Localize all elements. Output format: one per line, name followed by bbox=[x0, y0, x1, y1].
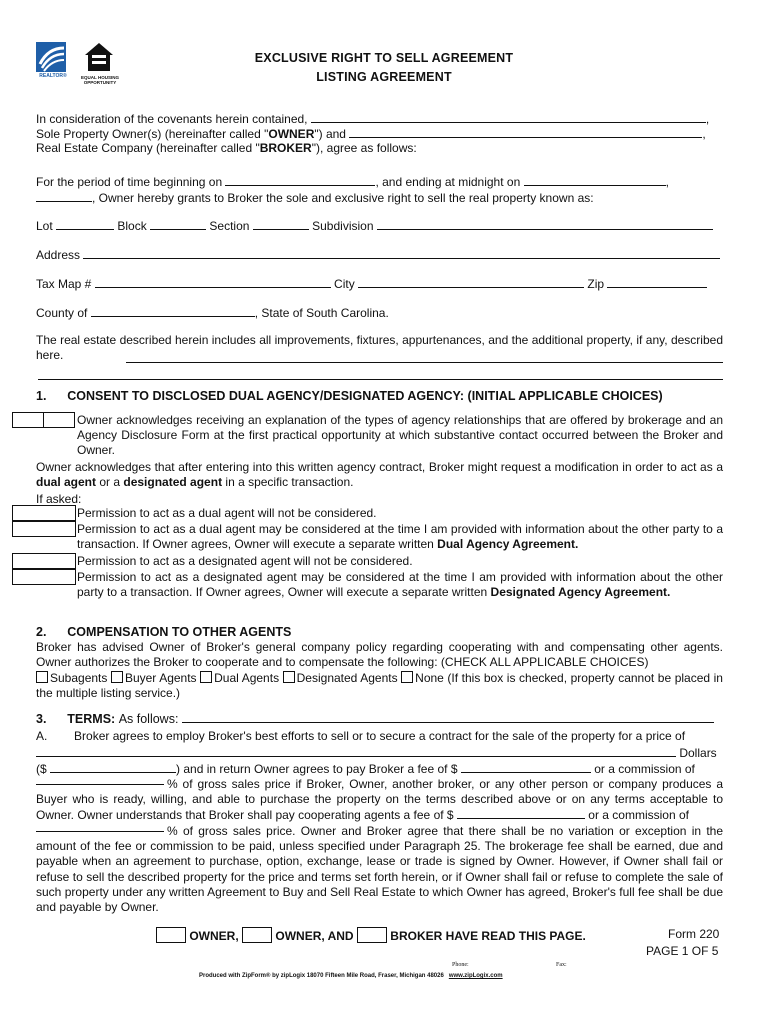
realtor-logo-text: REALTOR® bbox=[39, 73, 67, 79]
owner-initial-box-1[interactable] bbox=[12, 412, 44, 428]
dual-agents-checkbox[interactable] bbox=[200, 671, 212, 683]
terms-line-a: A. Broker agrees to employ Broker's best efforts to sell or to secure a contract for the sale of the property for a price of bbox=[36, 729, 686, 743]
intro-line-1: In consideration of the covenants herein contained, , bbox=[36, 112, 710, 126]
equal-housing-text: EQUAL HOUSING OPPORTUNITY bbox=[81, 75, 119, 85]
terms-paragraph-1: % of gross sales price if Broker, Owner, another broker, or any other person or company produces a Buyer who is ready, willing, and able to purchase the property on the terms described above or on any terms acceptable to Owner. Owner understands that Broker shall pay cooperating agents a fee of $ or a commission of bbox=[36, 777, 723, 823]
year-field[interactable] bbox=[36, 190, 92, 202]
section-1-paragraph-2: Owner acknowledges that after entering into this written agency contract, Broker might request a modification in order to act as a dual agent or a designated agent in a specific transaction. bbox=[36, 460, 723, 490]
owner-name-field[interactable] bbox=[349, 126, 702, 138]
broker-initial-box-footer[interactable] bbox=[357, 927, 387, 943]
taxmap-field[interactable] bbox=[95, 276, 331, 288]
initials-acknowledgement: OWNER, OWNER, AND BROKER HAVE READ THIS PAGE. bbox=[156, 927, 586, 943]
city-field[interactable] bbox=[358, 276, 584, 288]
subdivision-field[interactable] bbox=[377, 218, 713, 230]
price-words-field[interactable] bbox=[36, 745, 676, 757]
owner-initial-box-footer-1[interactable] bbox=[156, 927, 186, 943]
section-field[interactable] bbox=[253, 218, 309, 230]
zip-field[interactable] bbox=[607, 276, 707, 288]
section-3-heading: 3. TERMS: As follows: bbox=[36, 711, 714, 726]
option-dual: Permission to act as a dual agent may be considered at the time I am provided with information about the other party to a transaction. If Owner agrees, Owner will execute a separate written Dual Agency Agreement. bbox=[77, 522, 723, 552]
phone-label: Phone: bbox=[452, 962, 469, 968]
described-field-1[interactable] bbox=[126, 351, 723, 363]
period-line-2: , Owner hereby grants to Broker the sole and exclusive right to sell the real property known as: bbox=[36, 190, 594, 205]
address-field[interactable] bbox=[83, 247, 720, 259]
option-designated: Permission to act as a designated agent may be considered at the time I am provided with information about the other party to a transaction. If Owner agrees, Owner will execute a separate written Designated Agency Agreement. bbox=[77, 570, 723, 600]
designated-agents-checkbox[interactable] bbox=[283, 671, 295, 683]
taxmap-line: Tax Map # City Zip bbox=[36, 276, 707, 291]
option-no-dual: Permission to act as a dual agent will not be considered. bbox=[77, 506, 377, 520]
owner-initial-box-2[interactable] bbox=[43, 412, 75, 428]
page-number: PAGE 1 OF 5 bbox=[646, 944, 719, 958]
section-1-heading: 1. CONSENT TO DISCLOSED DUAL AGENCY/DESIGNATED AGENCY: (INITIAL APPLICABLE CHOICES) bbox=[36, 389, 663, 403]
ziplogix-link[interactable]: www.zipLogix.com bbox=[448, 973, 503, 979]
start-date-field[interactable] bbox=[225, 174, 375, 186]
intro-line-3: Real Estate Company (hereinafter called "BROKER"), agree as follows: bbox=[36, 141, 417, 155]
county-field[interactable] bbox=[91, 305, 255, 317]
fax-label: Fax: bbox=[556, 962, 567, 968]
price-amount-field[interactable] bbox=[50, 761, 176, 773]
price-words-line: Dollars bbox=[36, 745, 717, 760]
described-field-2[interactable] bbox=[38, 368, 723, 380]
if-asked-label: If asked: bbox=[36, 492, 82, 506]
block-field[interactable] bbox=[150, 218, 206, 230]
buyer-agents-checkbox[interactable] bbox=[111, 671, 123, 683]
coop-fee-field[interactable] bbox=[457, 807, 585, 819]
option-no-designated: Permission to act as a designated agent will not be considered. bbox=[77, 554, 413, 568]
subagents-checkbox[interactable] bbox=[36, 671, 48, 683]
initial-box-dual[interactable] bbox=[12, 521, 76, 537]
compensation-choices: Subagents Buyer Agents Dual Agents Designated Agents None (If this box is checked, property cannot be placed in the multiple listing service.) bbox=[36, 671, 723, 701]
period-line-1: For the period of time beginning on , and ending at midnight on , bbox=[36, 175, 669, 189]
fee-amount-field[interactable] bbox=[461, 761, 591, 773]
section-2-heading: 2. COMPENSATION TO OTHER AGENTS bbox=[36, 625, 292, 639]
price-fee-line: ($ ) and in return Owner agrees to pay Broker a fee of $ or a commission of bbox=[36, 762, 695, 776]
end-date-field[interactable] bbox=[524, 174, 666, 186]
address-line: Address bbox=[36, 247, 720, 262]
document-title: EXCLUSIVE RIGHT TO SELL AGREEMENT bbox=[254, 51, 514, 65]
section-1-paragraph-1: Owner acknowledges receiving an explanation of the types of agency relationships that are offered by brokerage and an Agency Disclosure Form at the first practical opportunity at which substantive contact occurred between the Broker and Owner. bbox=[77, 413, 723, 458]
document-subtitle: LISTING AGREEMENT bbox=[316, 70, 452, 84]
county-line: County of , State of South Carolina. bbox=[36, 306, 389, 320]
terms-field[interactable] bbox=[182, 711, 714, 723]
initial-box-designated[interactable] bbox=[12, 569, 76, 585]
intro-line-2: Sole Property Owner(s) (hereinafter called "OWNER") and , bbox=[36, 127, 706, 141]
terms-paragraph-2: % of gross sales price. Owner and Broker agree that there shall be no variation or exception in the amount of the fee or commission to be paid, unless specified under Paragraph 25. The brokerage fee shall be earned, due and payable when an agreement to purchase, option, exchange, lease or trade is signed by Owner. However, if Owner shall fail or refuse to sell the described property for the price and terms set forth herein, or if Owner shall fail or refuse to complete the sale of such property under any written Agreement to Buy and Sell Real Estate to which Owner has agreed, Broker's full fee shall be due and payable by Owner. bbox=[36, 824, 723, 915]
section-2-paragraph: Broker has advised Owner of Broker's general company policy regarding cooperating with and compensating other agents. Owner authorizes the Broker to cooperate and to compensate the following: (CHECK ALL APPLICABLE CHOICES) bbox=[36, 640, 723, 670]
owner-initial-box-footer-2[interactable] bbox=[242, 927, 272, 943]
initial-box-no-designated[interactable] bbox=[12, 553, 76, 569]
initial-box-no-dual[interactable] bbox=[12, 505, 76, 521]
described-paragraph: The real estate described herein includes all improvements, fixtures, appurtenances, and the additional property, if any, described here. bbox=[36, 333, 723, 363]
form-number: Form 220 bbox=[668, 927, 720, 941]
none-checkbox[interactable] bbox=[401, 671, 413, 683]
produced-by: Produced with ZipForm® by zipLogix 18070 Fifteen Mile Road, Fraser, Michigan 48026 www.zipLogix.com bbox=[199, 973, 503, 979]
lot-line: Lot Block Section Subdivision bbox=[36, 218, 713, 233]
intro-blank-1[interactable] bbox=[311, 111, 706, 123]
lot-field[interactable] bbox=[56, 218, 114, 230]
